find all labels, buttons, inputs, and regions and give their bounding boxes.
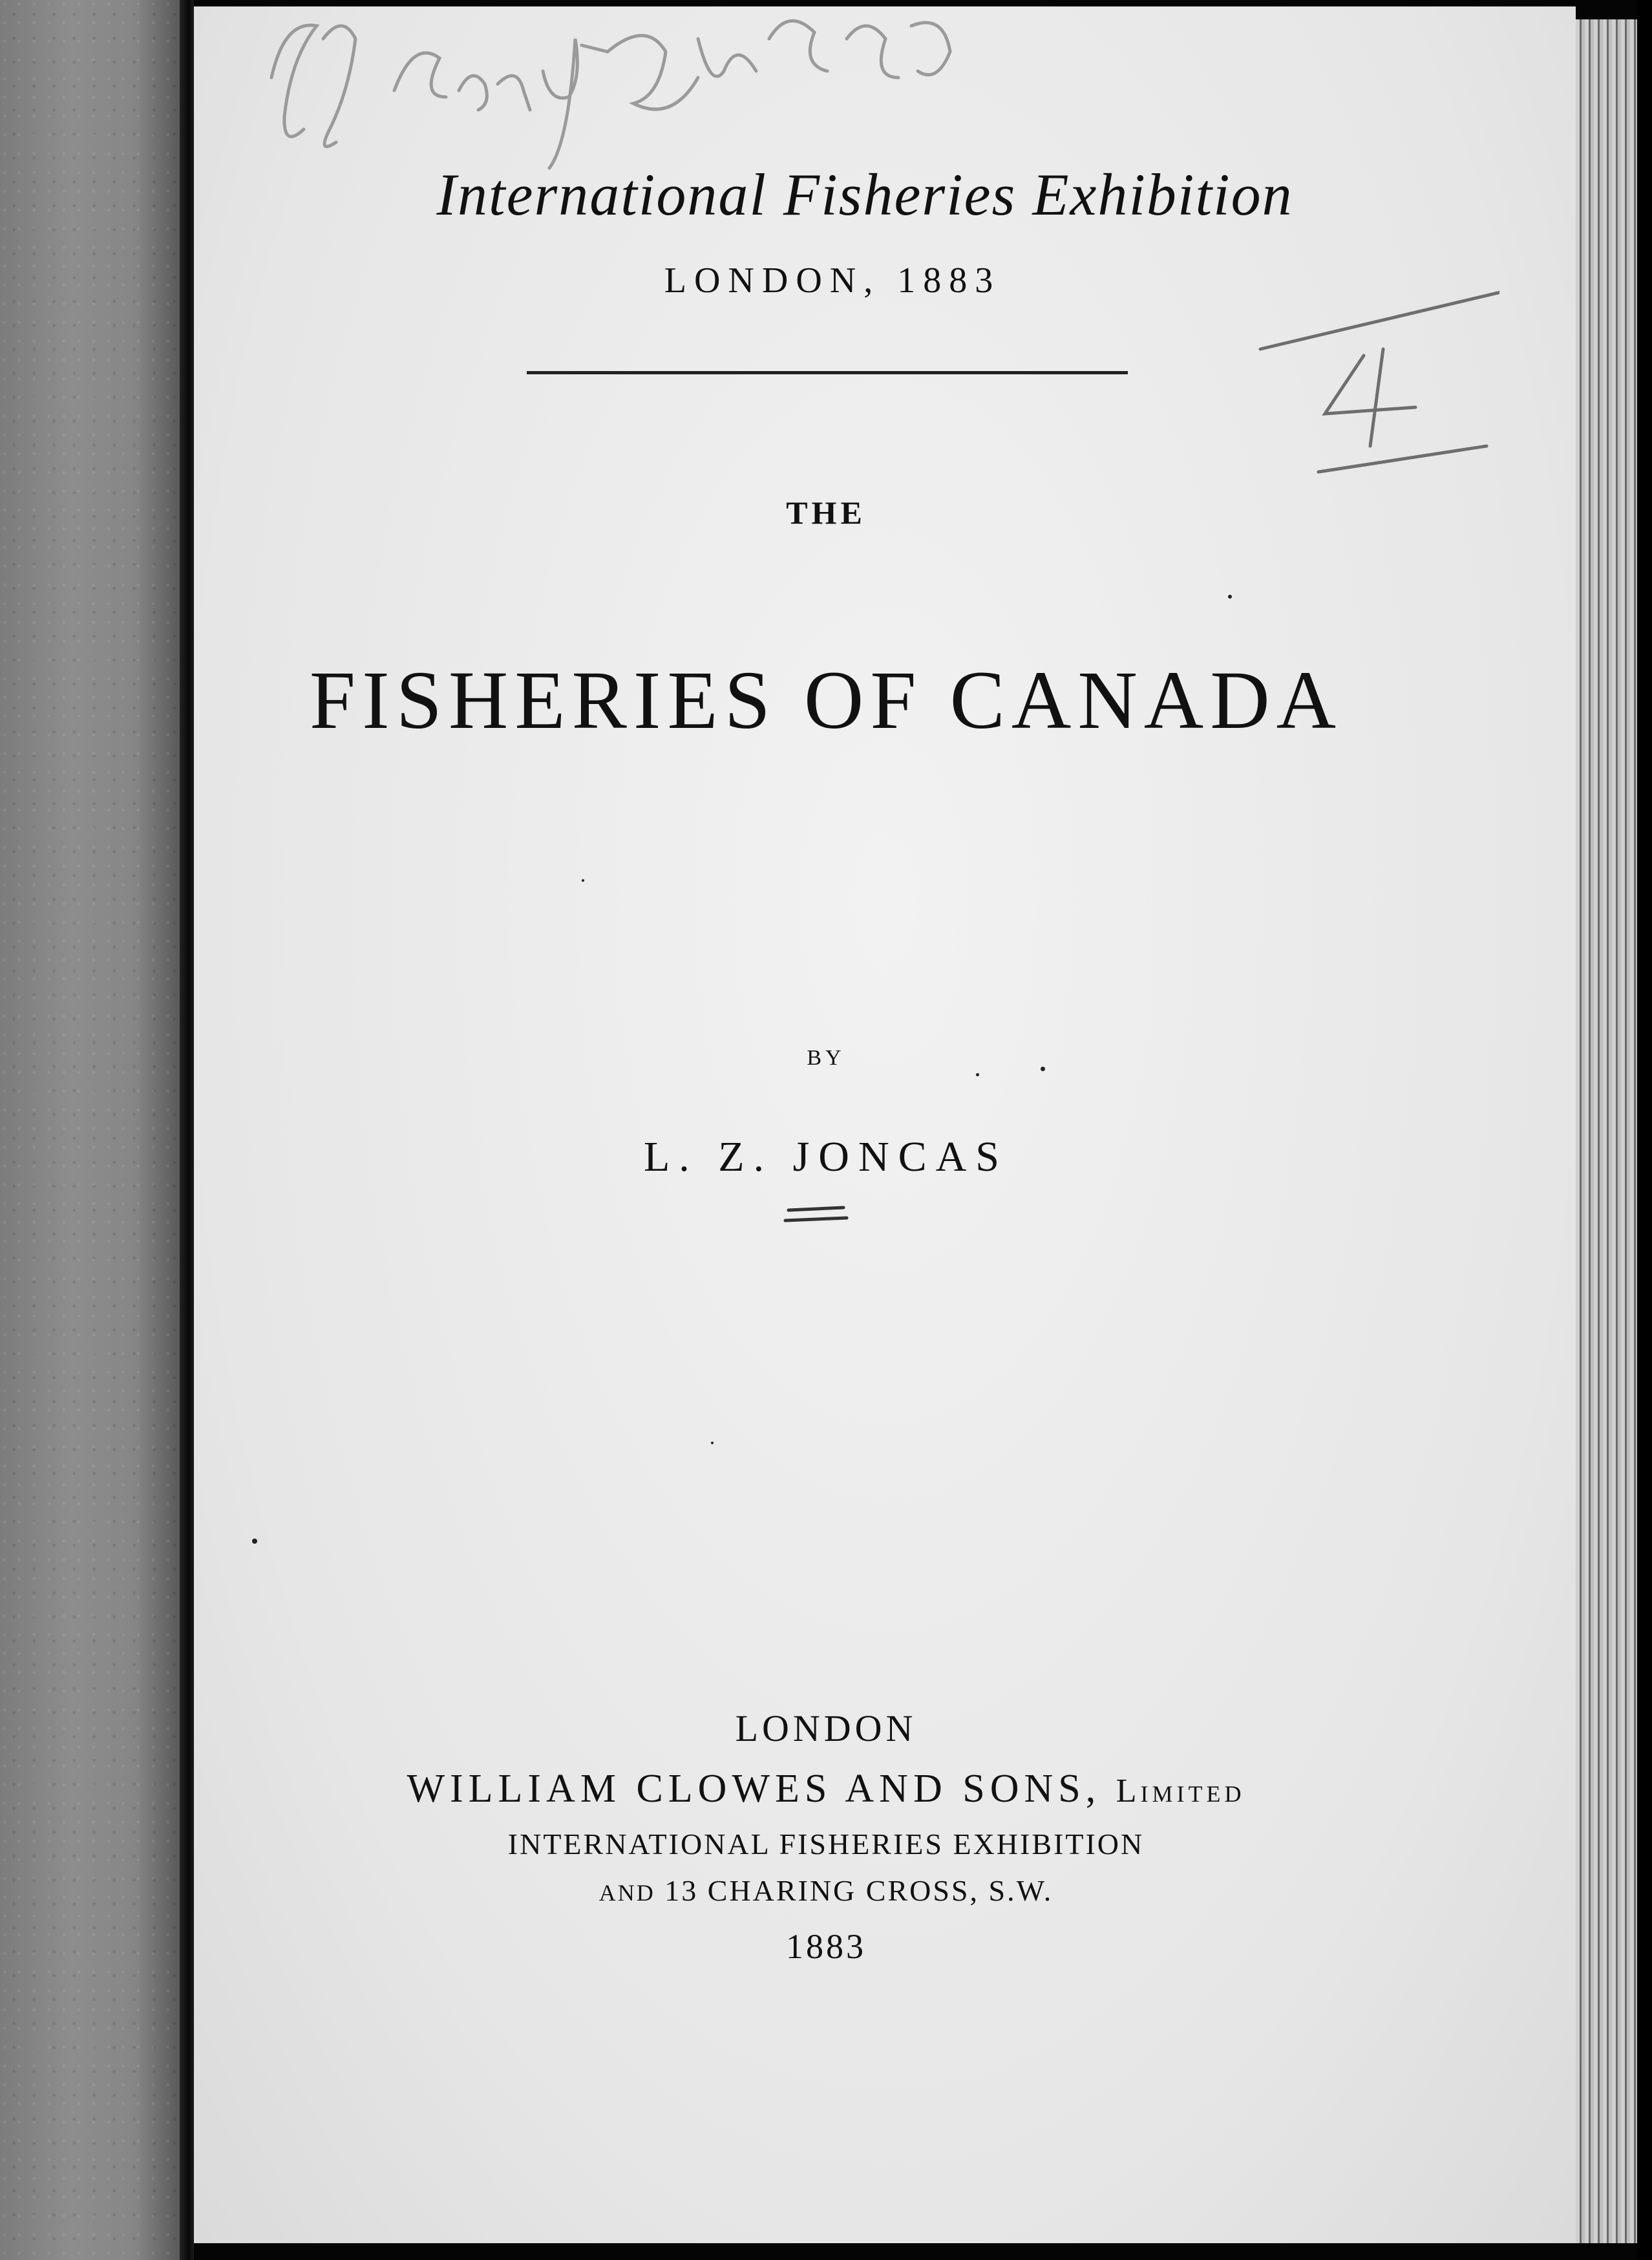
imprint-year: 1883 [786, 1927, 866, 1966]
publisher-suffix: Limited [1116, 1773, 1245, 1809]
book-cover-board [0, 0, 180, 2260]
exhibition-title: International Fisheries Exhibition [436, 162, 1293, 228]
imprint-address-rest: 13 CHARING CROSS, S.W. [664, 1874, 1054, 1907]
title-article: THE [786, 495, 866, 531]
binding-shadow [180, 0, 194, 2260]
dust-speck [711, 1442, 714, 1444]
page-edges [1576, 19, 1637, 2243]
imprint-city: LONDON [735, 1707, 917, 1749]
dust-speck [976, 1073, 979, 1076]
scan-border [1637, 0, 1652, 2260]
publisher-name [0, 1766, 1652, 1812]
book-title: FISHERIES OF CANADA [309, 654, 1343, 746]
dust-speck [252, 1539, 257, 1544]
publisher-main: WILLIAM CLOWES AND SONS, [407, 1767, 1101, 1811]
imprint-address-prefix: AND [598, 1880, 655, 1906]
dust-speck [582, 879, 584, 882]
dust-speck [1228, 595, 1232, 599]
byline-label: BY [807, 1046, 845, 1070]
exhibition-place-date: LONDON, 1883 [664, 261, 1001, 301]
title-rule [527, 371, 1128, 374]
handwritten-shelf-number [1254, 278, 1499, 485]
imprint-address [0, 1873, 1652, 1908]
imprint-exhibition: INTERNATIONAL FISHERIES EXHIBITION [507, 1828, 1145, 1860]
dust-speck [1041, 1067, 1045, 1071]
pencil-underline [782, 1202, 853, 1228]
author-name: L. Z. JONCAS [643, 1133, 1009, 1180]
